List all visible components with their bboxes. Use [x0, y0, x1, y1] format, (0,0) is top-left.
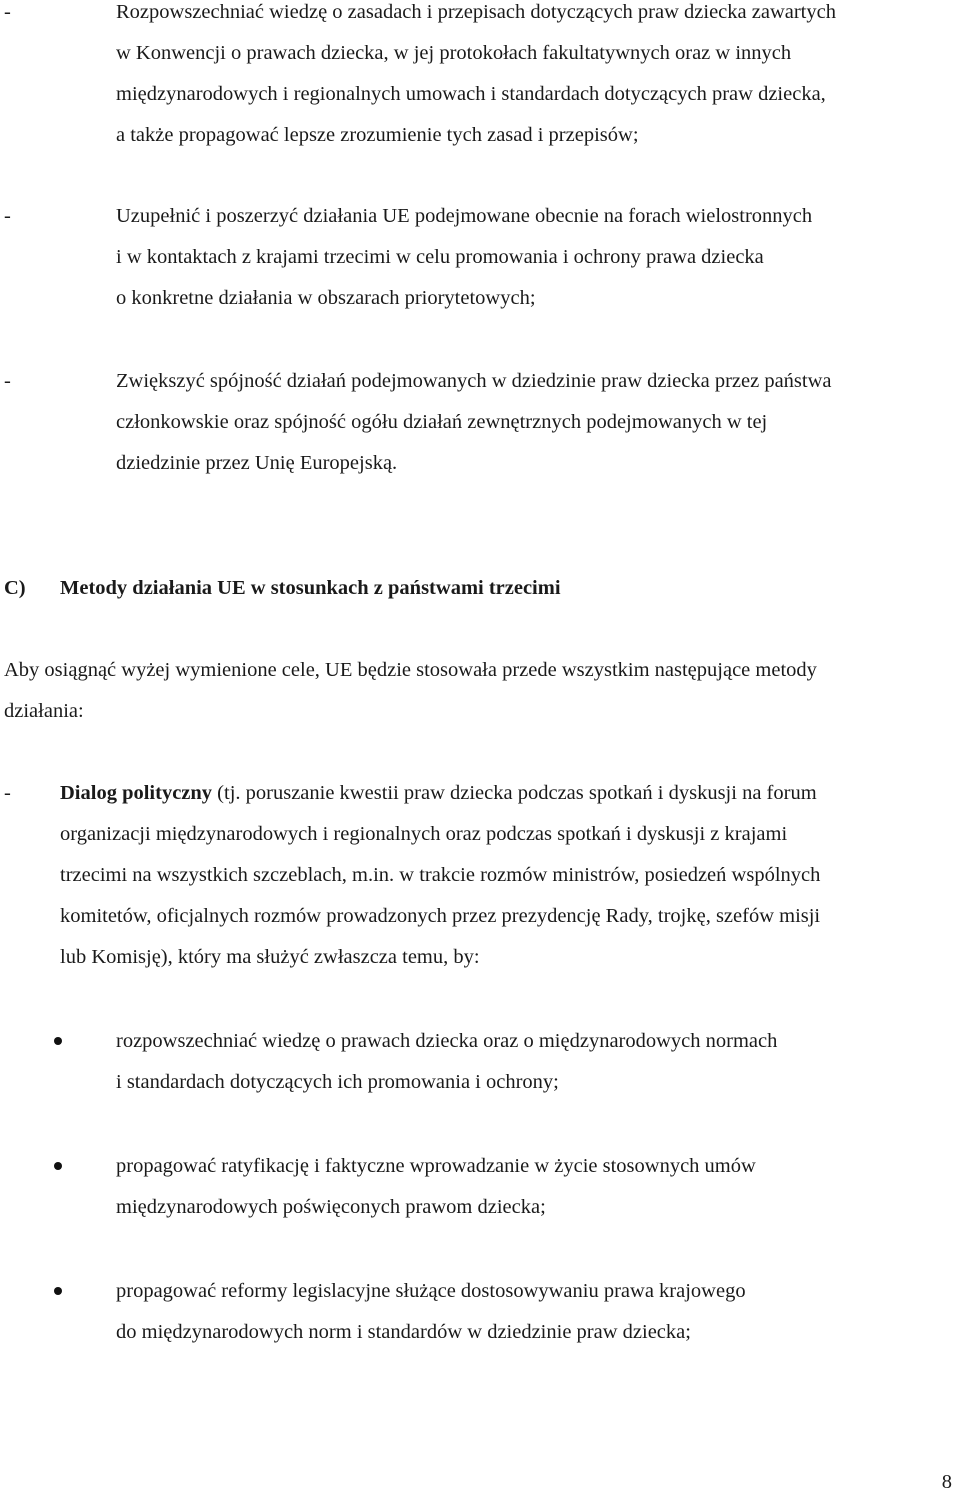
list-item-2-line-3: o konkretne działania w obszarach priorytetowych; — [116, 287, 536, 309]
intro-line-1: Aby osiągnąć wyżej wymienione cele, UE będzie stosowała przede wszystkim następujące metody — [4, 659, 817, 681]
dialog-line-1-rest: (tj. poruszanie kwestii praw dziecka podczas spotkań i dyskusji na forum — [212, 782, 817, 804]
dialog-line-3: trzecimi na wszystkich szczeblach, m.in. w trakcie rozmów ministrów, posiedzeń wspólnych — [60, 864, 821, 886]
list-item-1-line-1: Rozpowszechniać wiedzę o zasadach i przepisach dotyczących praw dziecka zawartych — [116, 1, 836, 23]
bullet-dot — [54, 1037, 62, 1045]
bullet-2-line-1: propagować ratyfikację i faktyczne wprowadzanie w życie stosownych umów — [116, 1155, 756, 1177]
list-item-3-line-1: Zwiększyć spójność działań podejmowanych w dziedzinie praw dziecka przez państwa — [116, 370, 832, 392]
bullet-2-line-2: międzynarodowych poświęconych prawom dziecka; — [116, 1196, 546, 1218]
list-dash: - — [4, 370, 11, 392]
dialog-line-5: lub Komisję), który ma służyć zwłaszcza temu, by: — [60, 946, 480, 968]
bullet-1-line-2: i standardach dotyczących ich promowania i ochrony; — [116, 1071, 559, 1093]
section-label: C) — [4, 577, 26, 599]
section-heading: Metody działania UE w stosunkach z państwami trzecimi — [60, 577, 561, 599]
bullet-3-line-2: do międzynarodowych norm i standardów w dziedzinie praw dziecka; — [116, 1321, 691, 1343]
bullet-dot — [54, 1162, 62, 1170]
list-item-1-line-3: międzynarodowych i regionalnych umowach i standardach dotyczących praw dziecka, — [116, 83, 826, 105]
bullet-1-line-1: rozpowszechniać wiedzę o prawach dziecka oraz o międzynarodowych normach — [116, 1030, 778, 1052]
list-item-2-line-2: i w kontaktach z krajami trzecimi w celu promowania i ochrony prawa dziecka — [116, 246, 764, 268]
dialog-line-1 — [60, 781, 817, 805]
bullet-dot — [54, 1287, 62, 1295]
dialog-line-4: komitetów, oficjalnych rozmów prowadzonych przez prezydencję Rady, trojkę, szefów misji — [60, 905, 821, 927]
page-number: 8 — [941, 1471, 952, 1493]
list-item-2-line-1: Uzupełnić i poszerzyć działania UE podejmowane obecnie na forach wielostronnych — [116, 205, 813, 227]
intro-line-2: działania: — [4, 700, 84, 722]
list-dash: - — [4, 1, 11, 23]
list-dash: - — [4, 205, 11, 227]
list-item-3-line-2: członkowskie oraz spójność ogółu działań zewnętrznych podejmowanych w tej — [116, 411, 768, 433]
dialog-line-2: organizacji międzynarodowych i regionalnych oraz podczas spotkań i dyskusji z krajami — [60, 823, 788, 845]
bullet-3-line-1: propagować reformy legislacyjne służące dostosowywaniu prawa krajowego — [116, 1280, 746, 1302]
dialog-bold-term: Dialog polityczny — [60, 782, 213, 804]
list-item-3-line-3: dziedzinie przez Unię Europejską. — [116, 452, 398, 474]
list-dash: - — [4, 782, 11, 804]
list-item-1-line-2: w Konwencji o prawach dziecka, w jej protokołach fakultatywnych oraz w innych — [116, 42, 792, 64]
list-item-1-line-4: a także propagować lepsze zrozumienie tych zasad i przepisów; — [116, 124, 639, 146]
